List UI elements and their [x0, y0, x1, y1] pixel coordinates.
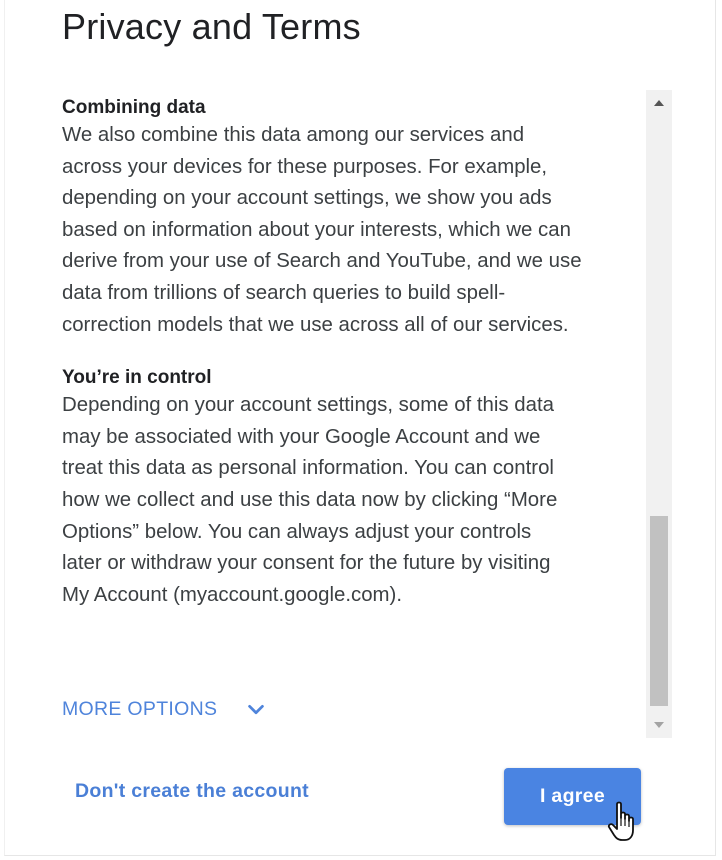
section-combining-data	[62, 96, 632, 341]
section-youre-in-control	[62, 366, 632, 611]
terms-content	[62, 96, 632, 736]
section-body	[62, 390, 632, 611]
body-line: My Account (myaccount.google.com).	[62, 583, 402, 606]
dont-create-account-button[interactable]: Don't create the account	[75, 780, 309, 802]
section-body	[62, 120, 632, 341]
body-line: later or withdraw your consent for the future by visiting	[62, 552, 551, 575]
more-options-button[interactable]	[62, 698, 267, 721]
page-title: Privacy and Terms	[62, 6, 361, 47]
scroll-up-arrow-icon[interactable]	[654, 100, 664, 106]
body-line: Depending on your account settings, some of this data	[62, 394, 554, 417]
i-agree-label: I agree	[540, 785, 605, 807]
hand-pointer-icon	[606, 800, 640, 844]
body-line: based on information about your interests, which we can	[62, 218, 571, 241]
body-line: depending on your account settings, we show you ads	[62, 187, 552, 210]
body-line: We also combine this data among our services and	[62, 124, 525, 146]
body-line: treat this data as personal information. You can control	[62, 457, 554, 480]
body-line: correction models that we use across all of our services.	[62, 313, 569, 336]
section-heading: You’re in control	[62, 367, 212, 389]
body-line: Options” below. You can always adjust your controls	[62, 520, 532, 543]
body-line: data from trillions of search queries to build spell-	[62, 281, 506, 304]
content-scrollbar[interactable]	[646, 90, 672, 738]
more-options-label: MORE OPTIONS	[62, 698, 218, 720]
scroll-down-arrow-icon[interactable]	[654, 722, 664, 728]
scrollbar-thumb[interactable]	[650, 516, 668, 706]
body-line: may be associated with your Google Account and we	[62, 425, 541, 448]
section-heading: Combining data	[62, 97, 206, 118]
chevron-down-icon	[245, 699, 267, 721]
body-line: across your devices for these purposes. For example,	[62, 155, 548, 178]
body-line: how we collect and use this data now by clicking “More	[62, 488, 558, 511]
body-line: derive from your use of Search and YouTube, and we use	[62, 250, 582, 273]
